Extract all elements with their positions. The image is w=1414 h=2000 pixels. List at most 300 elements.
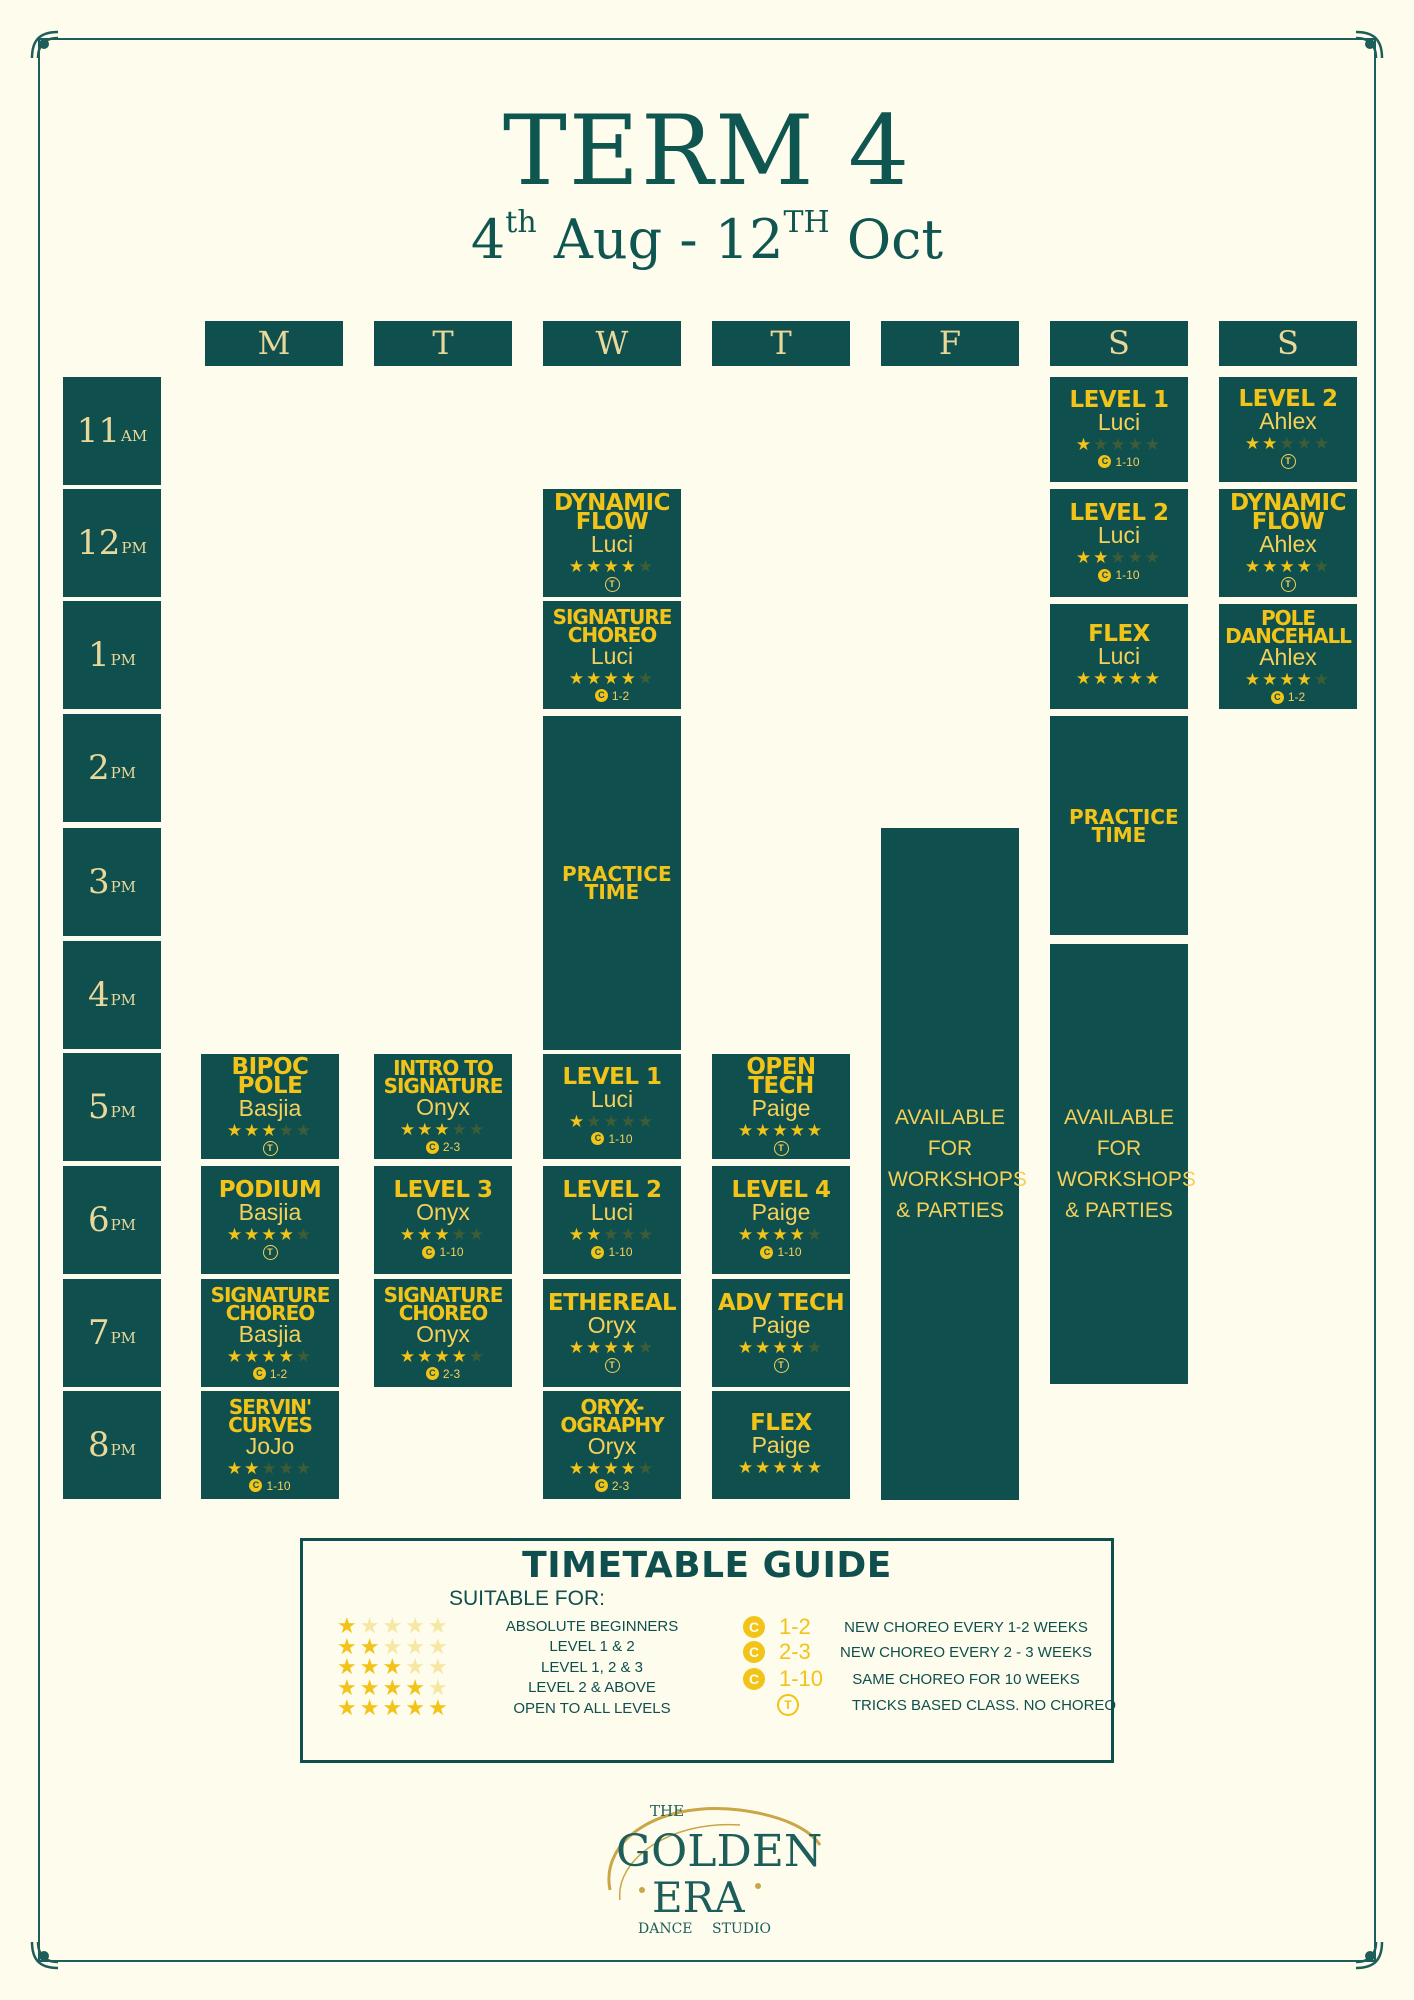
star-icon: ★	[1093, 669, 1111, 688]
class-sat-12pm[interactable]	[1050, 489, 1188, 597]
star-icon: ★	[468, 1346, 487, 1366]
star-icon: ★	[1279, 557, 1297, 576]
star-icon: ★	[261, 1224, 279, 1244]
star-icon: ★	[637, 1111, 656, 1131]
class-teacher: Ahlex	[1259, 644, 1317, 670]
star-icon: ★	[399, 1346, 418, 1366]
star-icon: ★	[427, 1633, 451, 1659]
class-sun-12pm[interactable]	[1219, 489, 1357, 597]
star-icon: ★	[603, 1458, 621, 1478]
level-stars	[1245, 671, 1331, 689]
star-icon: ★	[620, 557, 638, 576]
level-stars	[1076, 670, 1162, 688]
star-icon: ★	[359, 1613, 383, 1638]
star-icon: ★	[244, 1458, 262, 1478]
star-icon: ★	[359, 1695, 383, 1720]
star-icon: ★	[586, 1225, 604, 1244]
star-icon: ★	[337, 1654, 360, 1679]
star-icon: ★	[226, 1346, 245, 1366]
star-icon: ★	[359, 1674, 383, 1700]
choreo-icon: C	[595, 1479, 608, 1492]
star-icon: ★	[1244, 557, 1263, 576]
star-icon: ★	[405, 1654, 428, 1679]
class-wed-5pm[interactable]	[543, 1054, 681, 1159]
guide-level-row	[337, 1695, 717, 1721]
star-icon: ★	[568, 1111, 587, 1131]
level-stars	[738, 1459, 824, 1477]
guide-choreo-row	[743, 1638, 1101, 1666]
star-icon: ★	[772, 1225, 790, 1244]
star-icon: ★	[603, 1337, 621, 1357]
star-icon: ★	[1075, 434, 1094, 454]
class-thu-8pm[interactable]	[712, 1391, 850, 1499]
class-name: LEVEL 1	[562, 1063, 662, 1090]
star-icon: ★	[295, 1458, 314, 1478]
class-name: ADV TECH	[717, 1289, 845, 1316]
star-icon: ★	[603, 668, 621, 688]
class-thu-5pm[interactable]	[712, 1054, 850, 1159]
level-stars	[1076, 436, 1162, 454]
suitable-for-label: SUITABLE FOR:	[449, 1587, 605, 1610]
choreo-range: 1-10	[777, 1245, 802, 1259]
star-icon: ★	[789, 1120, 807, 1140]
available-workshops-block: AVAILABLE FOR WORKSHOPS & PARTIES	[881, 828, 1019, 1500]
star-icon: ★	[295, 1346, 314, 1366]
choreo-range: 1-10	[608, 1131, 633, 1146]
svg-text:DANCE: DANCE	[638, 1921, 693, 1937]
class-name: ETHEREAL	[547, 1289, 677, 1316]
star-icon: ★	[337, 1695, 360, 1720]
star-icon: ★	[278, 1346, 296, 1366]
class-name: LEVEL 2	[562, 1177, 662, 1203]
star-icon: ★	[789, 1225, 807, 1244]
level-stars	[738, 1226, 824, 1244]
level-stars	[400, 1226, 486, 1244]
day-header-thursday: T	[712, 321, 850, 366]
class-name: DYNAMIC FLOW	[554, 490, 670, 535]
class-teacher: Paige	[751, 1431, 811, 1458]
hour-label: 3 PM	[63, 828, 161, 936]
hour-label: 12 PM	[63, 489, 161, 597]
choreo-icon: C	[1271, 691, 1284, 704]
star-icon: ★	[620, 1111, 638, 1131]
class-sat-1pm[interactable]	[1050, 604, 1188, 709]
choreo-tag	[253, 1367, 287, 1381]
star-icon: ★	[382, 1674, 406, 1700]
star-icon: ★	[637, 557, 656, 576]
class-teacher: Onyx	[416, 1199, 470, 1225]
tricks-icon: T	[1281, 577, 1296, 592]
star-icon: ★	[359, 1633, 383, 1659]
star-icon: ★	[382, 1613, 406, 1638]
choreo-icon: C	[591, 1246, 604, 1259]
star-icon: ★	[261, 1120, 279, 1140]
star-icon: ★	[789, 1337, 807, 1357]
star-icon: ★	[468, 1120, 487, 1139]
class-tue-5pm[interactable]	[374, 1054, 512, 1159]
star-icon: ★	[427, 1695, 451, 1720]
star-icon: ★	[1110, 548, 1128, 567]
star-icon: ★	[468, 1225, 487, 1244]
corner-ornament-icon	[28, 28, 84, 84]
star-icon: ★	[1279, 670, 1297, 689]
star-icon: ★	[244, 1120, 262, 1140]
star-icon: ★	[586, 557, 604, 576]
corner-ornament-icon	[1330, 28, 1386, 84]
star-icon: ★	[755, 1457, 773, 1477]
choreo-range: 1-2	[779, 1614, 811, 1639]
choreo-label: NEW CHOREO EVERY 1-2 WEEKS	[844, 1618, 1088, 1636]
star-icon: ★	[637, 1225, 656, 1244]
choreo-tag	[263, 1245, 278, 1260]
hour-label: 11 AM	[63, 377, 161, 485]
choreo-tag	[422, 1245, 463, 1259]
star-icon: ★	[434, 1225, 452, 1244]
choreo-tag	[426, 1367, 460, 1381]
class-sun-1pm[interactable]	[1219, 604, 1357, 709]
level-stars	[1076, 549, 1162, 567]
choreo-label: SAME CHOREO FOR 10 WEEKS	[852, 1670, 1080, 1688]
star-icon: ★	[755, 1120, 773, 1140]
class-teacher: Oryx	[587, 1311, 637, 1338]
choreo-range: 1-2	[1287, 690, 1306, 704]
class-teacher: Paige	[751, 1311, 811, 1338]
level-stars	[569, 558, 655, 576]
class-teacher: Ahlex	[1259, 531, 1317, 557]
choreo-tag	[605, 1358, 620, 1373]
class-name: SIGNATURE CHOREO	[383, 1282, 503, 1325]
class-name: LEVEL 2	[1238, 386, 1338, 412]
star-icon: ★	[359, 1654, 383, 1679]
class-name: DYNAMIC FLOW	[1230, 490, 1346, 535]
level-stars	[569, 1460, 655, 1478]
star-icon: ★	[278, 1120, 296, 1140]
choreo-icon: C	[426, 1141, 439, 1154]
star-icon: ★	[434, 1120, 452, 1139]
corner-ornament-icon	[1330, 1916, 1386, 1972]
star-icon: ★	[1296, 670, 1314, 689]
class-teacher: Onyx	[416, 1320, 470, 1347]
day-header-monday: M	[205, 321, 343, 366]
level-stars	[569, 670, 655, 688]
class-teacher: Paige	[751, 1199, 811, 1225]
star-icon: ★	[382, 1633, 406, 1659]
page-title: TERM 4	[502, 95, 912, 207]
class-name: ORYX- OGRAPHY	[560, 1394, 664, 1437]
choreo-tag	[1281, 577, 1296, 592]
class-name: LEVEL 3	[393, 1177, 493, 1203]
choreo-range: 1-10	[1115, 454, 1140, 469]
choreo-icon: C	[743, 1641, 765, 1663]
star-icon: ★	[1313, 557, 1332, 576]
star-icon: ★	[382, 1654, 406, 1679]
class-teacher: Luci	[1097, 643, 1141, 669]
hour-label: 2 PM	[63, 714, 161, 822]
star-icon: ★	[755, 1337, 773, 1357]
svg-text:THE: THE	[650, 1802, 685, 1820]
star-icon: ★	[427, 1654, 451, 1679]
hour-label: 4 PM	[63, 941, 161, 1049]
choreo-range: 1-10	[1115, 568, 1140, 582]
class-wed-1pm[interactable]	[543, 601, 681, 709]
guide-choreo-row	[743, 1691, 1119, 1719]
star-icon: ★	[637, 668, 656, 688]
choreo-tag	[605, 577, 620, 592]
level-stars	[1245, 435, 1331, 453]
star-icon: ★	[568, 557, 587, 576]
star-icon: ★	[405, 1613, 428, 1638]
class-wed-12pm[interactable]	[543, 489, 681, 597]
class-thu-6pm[interactable]	[712, 1166, 850, 1274]
level-stars	[400, 1121, 486, 1139]
level-stars	[227, 1226, 313, 1244]
level-label: ABSOLUTE BEGINNERS	[505, 1617, 679, 1635]
star-icon: ★	[434, 1346, 452, 1366]
choreo-tag	[774, 1358, 789, 1373]
class-name: LEVEL 2	[1069, 500, 1169, 526]
class-teacher: Luci	[1097, 522, 1141, 548]
class-name: BIPOC POLE	[231, 1054, 309, 1099]
class-name: PODIUM	[218, 1176, 322, 1203]
star-icon: ★	[382, 1695, 406, 1720]
class-name: FLEX	[1088, 621, 1150, 647]
choreo-tag	[1271, 690, 1305, 704]
star-icon: ★	[1244, 670, 1263, 689]
star-icon: ★	[1093, 548, 1111, 567]
timetable-guide	[300, 1538, 1117, 1763]
level-stars	[569, 1339, 655, 1357]
star-icon: ★	[806, 1457, 825, 1477]
star-icon: ★	[603, 1111, 621, 1131]
star-icon: ★	[620, 1458, 638, 1478]
star-icon: ★	[620, 668, 638, 688]
class-teacher: Luci	[1097, 408, 1141, 435]
star-icon: ★	[337, 1633, 360, 1659]
star-icon: ★	[1313, 670, 1332, 689]
star-icon: ★	[789, 1457, 807, 1477]
class-mon-6pm[interactable]	[201, 1166, 339, 1274]
tricks-icon: T	[263, 1245, 278, 1260]
choreo-tag	[591, 1132, 632, 1146]
svg-text:GOLDEN: GOLDEN	[616, 1826, 823, 1877]
star-icon: ★	[261, 1458, 279, 1478]
star-icon: ★	[1296, 557, 1314, 576]
choreo-tag	[263, 1141, 278, 1156]
guide-choreo-row	[743, 1665, 1101, 1693]
choreo-range: 2-3	[779, 1639, 811, 1664]
star-icon: ★	[399, 1120, 418, 1139]
class-name: LEVEL 1	[1069, 386, 1169, 413]
choreo-tag	[1098, 568, 1139, 582]
choreo-range: 2-3	[442, 1140, 461, 1154]
choreo-tag	[426, 1140, 460, 1154]
class-mon-8pm[interactable]	[201, 1391, 339, 1499]
term-dates: 4th Aug - 12TH Oct	[470, 205, 944, 271]
class-teacher: Luci	[590, 642, 634, 669]
star-icon: ★	[586, 1458, 604, 1478]
day-header-sunday: S	[1219, 321, 1357, 366]
class-wed-7pm[interactable]	[543, 1279, 681, 1387]
level-label: LEVEL 1 & 2	[549, 1638, 635, 1655]
star-icon: ★	[637, 1337, 656, 1357]
star-icon: ★	[451, 1225, 469, 1244]
hour-label: 6 PM	[63, 1166, 161, 1274]
practice-time-block: PRACTICE TIME	[543, 716, 681, 1050]
class-teacher: Basjia	[238, 1320, 302, 1347]
class-sat-11am[interactable]	[1050, 377, 1188, 482]
star-icon: ★	[1075, 669, 1094, 688]
choreo-tag	[1098, 455, 1139, 469]
choreo-icon: C	[422, 1246, 435, 1259]
class-thu-7pm[interactable]	[712, 1279, 850, 1387]
class-teacher: Luci	[590, 531, 634, 557]
star-icon: ★	[620, 1225, 638, 1244]
star-icon: ★	[586, 668, 604, 688]
hour-label: 8 PM	[63, 1391, 161, 1499]
star-icon: ★	[1144, 669, 1163, 688]
star-icon: ★	[1262, 434, 1280, 453]
tricks-icon: T	[774, 1141, 789, 1156]
choreo-range: 1-10	[439, 1245, 464, 1259]
star-icon: ★	[278, 1224, 296, 1244]
class-teacher: Onyx	[416, 1094, 470, 1120]
class-teacher: JoJo	[245, 1432, 295, 1459]
choreo-tag	[774, 1141, 789, 1156]
star-icon: ★	[586, 1337, 604, 1357]
level-label: LEVEL 2 & ABOVE	[528, 1679, 656, 1696]
star-icon: ★	[620, 1337, 638, 1357]
star-icon: ★	[737, 1225, 756, 1244]
studio-logo	[590, 1790, 830, 1940]
day-header-friday: F	[881, 321, 1019, 366]
choreo-label: TRICKS BASED CLASS. NO CHOREO	[851, 1696, 1117, 1714]
star-icon: ★	[1127, 434, 1145, 454]
tricks-icon: T	[1281, 454, 1296, 469]
level-stars	[738, 1122, 824, 1140]
class-name: OPEN TECH	[746, 1054, 816, 1099]
star-icon: ★	[568, 1337, 587, 1357]
star-icon: ★	[244, 1224, 262, 1244]
choreo-range: 2-3	[442, 1366, 461, 1381]
class-wed-6pm[interactable]	[543, 1166, 681, 1274]
star-icon: ★	[1110, 669, 1128, 688]
star-icon: ★	[226, 1224, 245, 1244]
star-icon: ★	[772, 1120, 790, 1140]
choreo-tag	[249, 1479, 290, 1493]
star-icon: ★	[1244, 434, 1263, 453]
star-icon: ★	[568, 668, 587, 688]
star-icon: ★	[399, 1225, 418, 1244]
choreo-icon: C	[1098, 455, 1111, 468]
class-tue-7pm[interactable]	[374, 1279, 512, 1387]
star-icon: ★	[603, 1225, 621, 1244]
class-name: INTRO TO SIGNATURE	[383, 1056, 503, 1098]
star-icon: ★	[295, 1120, 314, 1140]
choreo-icon: C	[760, 1246, 773, 1259]
star-icon: ★	[1262, 557, 1280, 576]
level-stars	[569, 1113, 655, 1131]
class-name: FLEX	[750, 1409, 812, 1436]
choreo-icon: C	[591, 1132, 604, 1145]
choreo-range: 1-10	[608, 1245, 633, 1259]
class-mon-5pm[interactable]	[201, 1054, 339, 1159]
practice-time-block: PRACTICE TIME	[1050, 716, 1188, 935]
star-icon: ★	[1093, 434, 1111, 454]
star-icon: ★	[1127, 548, 1145, 567]
class-teacher: Paige	[751, 1094, 811, 1121]
choreo-tag	[595, 689, 629, 703]
hour-label: 5 PM	[63, 1053, 161, 1161]
star-icon: ★	[427, 1613, 451, 1638]
level-stars	[227, 1348, 313, 1366]
level-stars	[337, 1695, 467, 1721]
level-label: OPEN TO ALL LEVELS	[513, 1699, 671, 1717]
level-stars	[227, 1460, 313, 1478]
class-teacher: Basjia	[238, 1198, 302, 1225]
star-icon: ★	[737, 1457, 756, 1477]
class-name: POLE DANCEHALL	[1225, 606, 1351, 648]
star-icon: ★	[1110, 434, 1128, 454]
choreo-label: NEW CHOREO EVERY 2 - 3 WEEKS	[839, 1643, 1092, 1661]
choreo-range: 1-2	[611, 688, 630, 703]
star-icon: ★	[405, 1695, 428, 1720]
star-icon: ★	[1296, 434, 1314, 453]
class-teacher: Oryx	[587, 1432, 637, 1459]
hour-label: 1 PM	[63, 601, 161, 709]
choreo-icon: C	[743, 1616, 765, 1638]
class-wed-8pm[interactable]	[543, 1391, 681, 1499]
choreo-icon: C	[253, 1367, 266, 1380]
star-icon: ★	[1127, 669, 1145, 688]
star-icon: ★	[417, 1225, 435, 1244]
star-icon: ★	[427, 1674, 451, 1700]
level-stars	[227, 1122, 313, 1140]
day-header-tuesday: T	[374, 321, 512, 366]
star-icon: ★	[1144, 434, 1163, 454]
choreo-icon: C	[595, 689, 608, 702]
star-icon: ★	[261, 1346, 279, 1366]
star-icon: ★	[603, 557, 621, 576]
class-mon-7pm[interactable]	[201, 1279, 339, 1387]
day-header-saturday: S	[1050, 321, 1188, 366]
star-icon: ★	[337, 1674, 360, 1700]
star-icon: ★	[755, 1225, 773, 1244]
star-icon: ★	[244, 1346, 262, 1366]
choreo-range: 1-10	[266, 1478, 291, 1493]
day-header-wednesday: W	[543, 321, 681, 366]
star-icon: ★	[405, 1674, 428, 1700]
star-icon: ★	[417, 1346, 435, 1366]
level-stars	[738, 1339, 824, 1357]
star-icon: ★	[1144, 548, 1163, 567]
level-label: LEVEL 1, 2 & 3	[540, 1658, 643, 1676]
star-icon: ★	[405, 1633, 428, 1659]
class-name: SIGNATURE CHOREO	[210, 1282, 330, 1325]
choreo-range: 2-3	[611, 1478, 630, 1493]
class-name: SIGNATURE CHOREO	[552, 604, 672, 647]
class-sun-11am[interactable]	[1219, 377, 1357, 482]
tricks-icon: T	[774, 1358, 789, 1373]
star-icon: ★	[806, 1337, 825, 1357]
star-icon: ★	[568, 1225, 587, 1244]
class-tue-6pm[interactable]	[374, 1166, 512, 1274]
star-icon: ★	[772, 1457, 790, 1477]
tricks-icon: T	[605, 1358, 620, 1373]
class-teacher: Luci	[590, 1085, 634, 1112]
star-icon: ★	[1075, 548, 1094, 567]
star-icon: ★	[1313, 434, 1332, 453]
star-icon: ★	[226, 1458, 245, 1478]
